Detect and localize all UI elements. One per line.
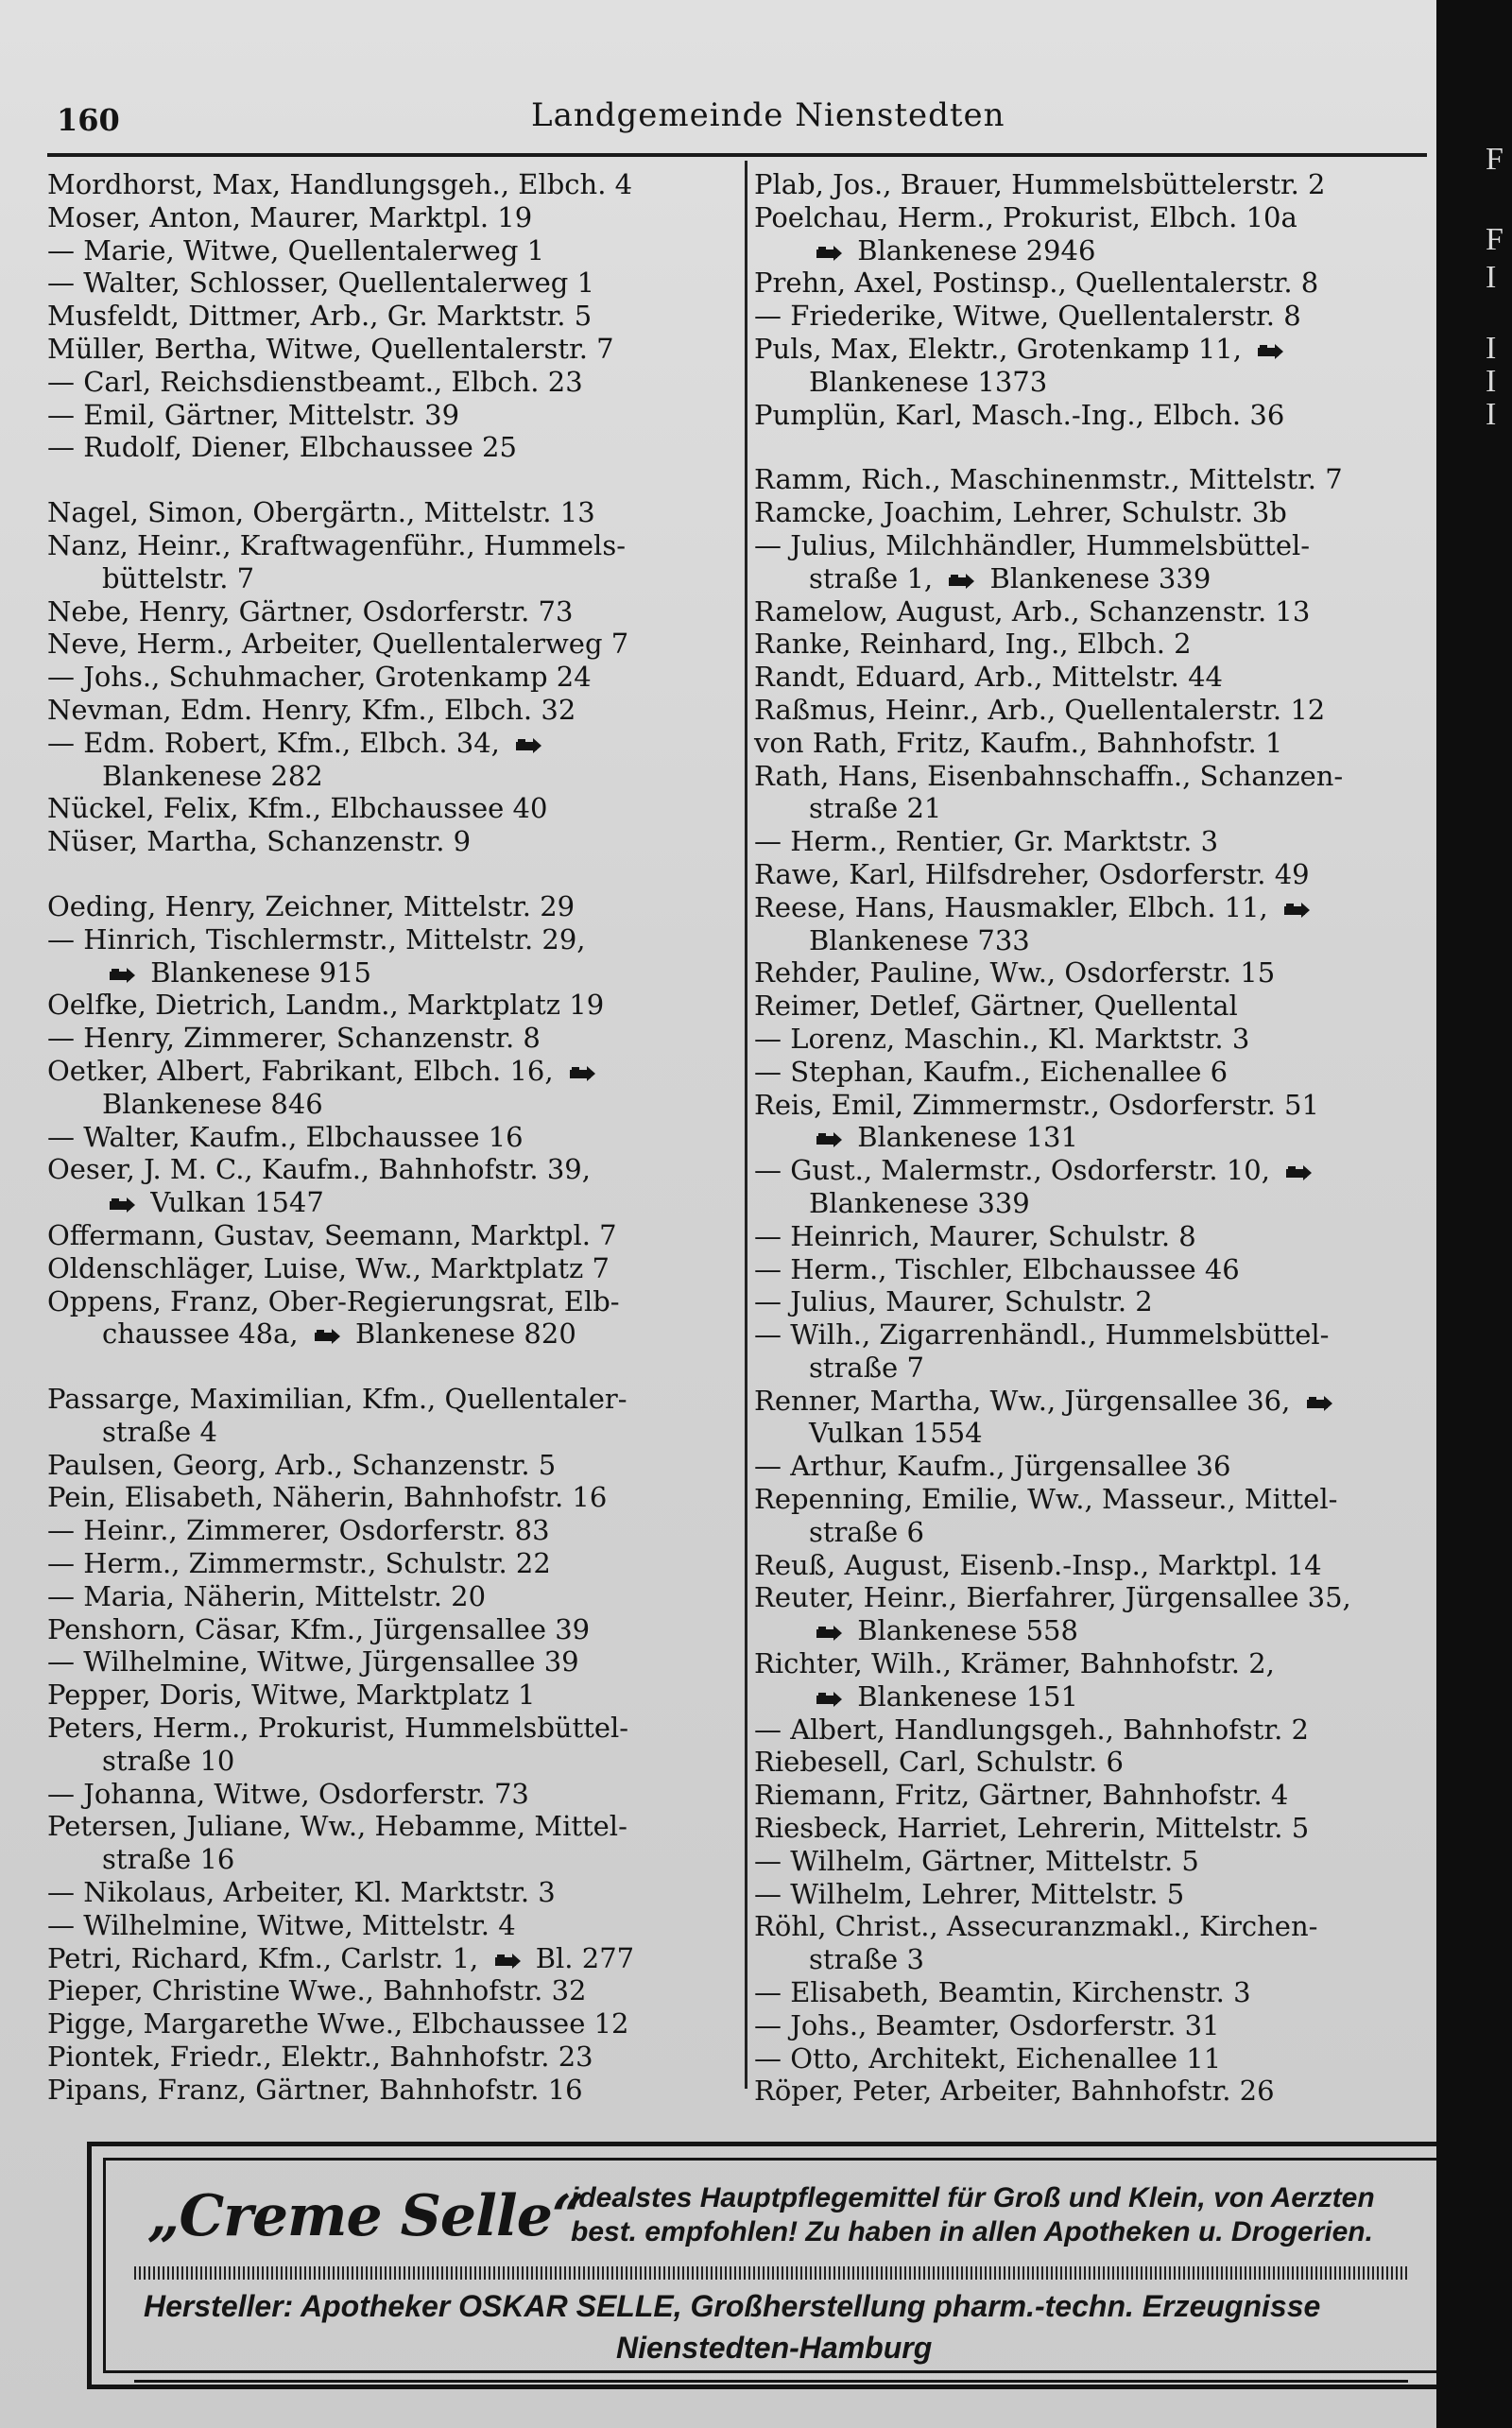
entry-line: Ranke, Reinhard, Ing., Elbch. 2 bbox=[754, 628, 1192, 661]
entry-line: Reis, Emil, Zimmermstr., Osdorferstr. 51 bbox=[754, 1088, 1319, 1121]
directory-entry bbox=[754, 1779, 1429, 1812]
directory-entry bbox=[754, 267, 1429, 300]
directory-entry bbox=[47, 2041, 726, 2074]
telephone-icon bbox=[815, 1682, 843, 1701]
ad-tagline-line-1: idealstes Hauptpflegemittel für Groß und Klein, von Aerzten bbox=[571, 2182, 1375, 2213]
directory-entry bbox=[47, 1285, 726, 1352]
directory-entry bbox=[47, 201, 726, 234]
directory-entry bbox=[47, 825, 726, 858]
next-page-bleed-letter: F bbox=[1486, 142, 1503, 177]
directory-entry bbox=[754, 661, 1429, 694]
running-head: Landgemeinde Nienstedten bbox=[531, 96, 1005, 134]
directory-entry bbox=[754, 760, 1429, 826]
directory-entry bbox=[754, 1385, 1429, 1451]
directory-entry bbox=[47, 1580, 726, 1613]
directory-entry bbox=[47, 792, 726, 825]
directory-entry bbox=[754, 1713, 1429, 1747]
directory-entry bbox=[754, 2042, 1429, 2075]
entry-line: — Nikolaus, Arbeiter, Kl. Marktstr. 3 bbox=[47, 1876, 556, 1909]
directory-entry bbox=[47, 1613, 726, 1646]
entry-line: — Elisabeth, Beamtin, Kirchenstr. 3 bbox=[754, 1976, 1251, 2009]
directory-entry bbox=[47, 1645, 726, 1679]
entry-line: Oppens, Franz, Ober-Regierungsrat, Elb- bbox=[47, 1284, 620, 1317]
entry-line: Riesbeck, Harriet, Lehrerin, Mittelstr. 5 bbox=[754, 1812, 1310, 1845]
entry-continuation-line: Blankenese 1373 bbox=[809, 365, 1048, 398]
directory-entry bbox=[754, 891, 1429, 957]
entry-line: Rath, Hans, Eisenbahnschaffn., Schanzen- bbox=[754, 759, 1344, 792]
entry-line: — Marie, Witwe, Quellentalerweg 1 bbox=[47, 233, 545, 267]
entry-line: — Friederike, Witwe, Quellentalerstr. 8 bbox=[754, 300, 1301, 333]
entry-line: — Wilhelmine, Witwe, Jürgensallee 39 bbox=[47, 1645, 579, 1679]
entry-line: Pein, Elisabeth, Näherin, Bahnhofstr. 16 bbox=[47, 1481, 608, 1514]
entry-line: — Walter, Schlosser, Quellentalerweg 1 bbox=[47, 267, 595, 300]
telephone-icon bbox=[1256, 335, 1284, 353]
next-page-edge bbox=[1436, 0, 1512, 2428]
directory-entry bbox=[754, 1812, 1429, 1845]
entry-continuation-line: straße 3 bbox=[809, 1943, 924, 1976]
directory-entry bbox=[47, 1219, 726, 1252]
entry-line: Nüser, Martha, Schanzenstr. 9 bbox=[47, 825, 472, 858]
next-page-bleed-letter: I bbox=[1486, 364, 1497, 399]
directory-entry bbox=[754, 1647, 1429, 1713]
entry-continuation-line: chaussee 48a, Blankenese 820 bbox=[102, 1317, 576, 1351]
entry-line: Poelchau, Herm., Prokurist, Elbch. 10a bbox=[754, 200, 1297, 233]
directory-entry bbox=[47, 366, 726, 399]
next-page-bleed-letter: I bbox=[1486, 260, 1497, 295]
directory-entry bbox=[754, 1976, 1429, 2009]
telephone-icon bbox=[493, 1944, 522, 1963]
telephone-icon bbox=[947, 564, 975, 583]
directory-entry bbox=[754, 1056, 1429, 1089]
entry-line: Neve, Herm., Arbeiter, Quellentalerweg 7 bbox=[47, 628, 629, 661]
directory-entry bbox=[47, 1547, 726, 1580]
directory-entry bbox=[754, 1089, 1429, 1155]
entry-continuation-line: straße 6 bbox=[809, 1515, 924, 1548]
directory-entry bbox=[47, 1679, 726, 1712]
page-header bbox=[49, 93, 1429, 140]
entry-line: Repenning, Emilie, Ww., Masseur., Mittel- bbox=[754, 1483, 1338, 1516]
directory-entry bbox=[754, 300, 1429, 333]
entry-line: — Carl, Reichsdienstbeamt., Elbch. 23 bbox=[47, 365, 583, 398]
entry-line: Ramm, Rich., Maschinenmstr., Mittelstr. 7 bbox=[754, 463, 1343, 496]
entry-line: Reese, Hans, Hausmakler, Elbch. 11, bbox=[754, 891, 1429, 924]
directory-entry bbox=[754, 2009, 1429, 2042]
entry-line: — Stephan, Kaufm., Eichenallee 6 bbox=[754, 1055, 1228, 1088]
telephone-icon bbox=[568, 1057, 596, 1076]
telephone-icon bbox=[313, 1319, 341, 1338]
entry-line: — Henry, Zimmerer, Schanzenstr. 8 bbox=[47, 1022, 541, 1055]
column-divider bbox=[745, 161, 747, 2089]
directory-entry bbox=[47, 2007, 726, 2041]
entry-line: Oelfke, Dietrich, Landm., Marktplatz 19 bbox=[47, 989, 605, 1022]
entry-continuation-line: Blankenese 339 bbox=[809, 1186, 1030, 1219]
entry-line: Piontek, Friedr., Elektr., Bahnhofstr. 23 bbox=[47, 2041, 593, 2074]
directory-entry bbox=[754, 168, 1429, 201]
entry-line: — Maria, Näherin, Mittelstr. 20 bbox=[47, 1579, 487, 1612]
telephone-icon bbox=[108, 958, 136, 977]
directory-entry bbox=[754, 628, 1429, 661]
entry-line: Nebe, Henry, Gärtner, Osdorferstr. 73 bbox=[47, 594, 574, 628]
entry-line: — Hinrich, Tischlermstr., Mittelstr. 29, bbox=[47, 922, 586, 956]
entry-line: Pepper, Doris, Witwe, Marktplatz 1 bbox=[47, 1679, 536, 1712]
entry-line: Paulsen, Georg, Arb., Schanzenstr. 5 bbox=[47, 1448, 557, 1481]
entry-continuation-line: Blankenese 915 bbox=[47, 956, 726, 990]
directory-entry bbox=[47, 1252, 726, 1285]
entry-continuation-line: büttelstr. 7 bbox=[102, 561, 255, 594]
entry-line: Ramcke, Joachim, Lehrer, Schulstr. 3b bbox=[754, 496, 1287, 529]
directory-entry bbox=[754, 1285, 1429, 1318]
entry-line: Passarge, Maximilian, Kfm., Quellentaler- bbox=[47, 1383, 627, 1416]
section-gap bbox=[47, 1351, 726, 1383]
next-page-bleed-letter: I bbox=[1486, 397, 1497, 432]
entry-line: — Otto, Architekt, Eichenallee 11 bbox=[754, 2041, 1222, 2075]
directory-entry bbox=[47, 1810, 726, 1876]
ad-tagline-line-2: best. empfohlen! Zu haben in allen Apotheken u. Drogerien. bbox=[571, 2216, 1373, 2247]
directory-entry bbox=[47, 1383, 726, 1449]
directory-entry bbox=[754, 333, 1429, 399]
directory-entry bbox=[754, 529, 1429, 595]
entry-continuation-line: Blankenese 558 bbox=[754, 1614, 1429, 1647]
directory-entry bbox=[754, 595, 1429, 629]
entry-line: — Edm. Robert, Kfm., Elbch. 34, bbox=[47, 727, 726, 760]
entry-line: Musfeldt, Dittmer, Arb., Gr. Marktstr. 5 bbox=[47, 300, 593, 333]
directory-entry bbox=[754, 727, 1429, 760]
entry-line: Pieper, Christine Wwe., Bahnhofstr. 32 bbox=[47, 1974, 587, 2007]
entry-line: — Arthur, Kaufm., Jürgensallee 36 bbox=[754, 1450, 1231, 1483]
entry-line: — Emil, Gärtner, Mittelstr. 39 bbox=[47, 398, 460, 431]
entry-line: Oldenschläger, Luise, Ww., Marktplatz 7 bbox=[47, 1251, 610, 1284]
entry-continuation-line: Vulkan 1554 bbox=[809, 1417, 983, 1450]
ad-tagline bbox=[571, 2181, 1375, 2249]
directory-entry bbox=[754, 496, 1429, 529]
directory-entry bbox=[47, 529, 726, 595]
entry-line: Reuß, August, Eisenb.-Insp., Marktpl. 14 bbox=[754, 1548, 1322, 1581]
entry-line: — Herm., Tischler, Elbchaussee 46 bbox=[754, 1252, 1240, 1285]
entry-line: Prehn, Axel, Postinsp., Quellentalerstr. 8 bbox=[754, 267, 1319, 300]
entry-line: — Walter, Kaufm., Elbchaussee 16 bbox=[47, 1120, 524, 1153]
entry-line: Puls, Max, Elektr., Grotenkamp 11, bbox=[754, 333, 1429, 366]
directory-entry bbox=[47, 333, 726, 366]
directory-entry bbox=[47, 661, 726, 694]
entry-line: Renner, Martha, Ww., Jürgensallee 36, bbox=[754, 1385, 1429, 1418]
directory-entry bbox=[754, 1483, 1429, 1549]
entry-line: Richter, Wilh., Krämer, Bahnhofstr. 2, bbox=[754, 1647, 1275, 1680]
entry-continuation-line: Blankenese 131 bbox=[754, 1121, 1429, 1154]
telephone-icon bbox=[815, 1123, 843, 1142]
entry-line: Raßmus, Heinr., Arb., Quellentalerstr. 12 bbox=[754, 693, 1326, 726]
directory-entry bbox=[47, 1876, 726, 1909]
entry-line: Plab, Jos., Brauer, Hummelsbüttelerstr. 2 bbox=[754, 168, 1326, 200]
entry-continuation-line: Vulkan 1547 bbox=[47, 1186, 726, 1219]
directory-entry bbox=[754, 1023, 1429, 1056]
directory-entry bbox=[47, 1121, 726, 1154]
entry-line: Nückel, Felix, Kfm., Elbchaussee 40 bbox=[47, 792, 548, 825]
directory-entry bbox=[47, 1942, 726, 1975]
entry-line: Petersen, Juliane, Ww., Hebamme, Mittel- bbox=[47, 1810, 627, 1843]
directory-entry bbox=[754, 1581, 1429, 1647]
entry-line: Moser, Anton, Maurer, Marktpl. 19 bbox=[47, 200, 533, 233]
entry-line: Rehder, Pauline, Ww., Osdorferstr. 15 bbox=[754, 956, 1276, 990]
entry-line: — Julius, Milchhändler, Hummelsbüttel- bbox=[754, 528, 1311, 561]
entry-line: von Rath, Fritz, Kaufm., Bahnhofstr. 1 bbox=[754, 726, 1283, 759]
entry-line: — Rudolf, Diener, Elbchaussee 25 bbox=[47, 431, 517, 464]
ad-hatched-band bbox=[134, 2266, 1408, 2280]
entry-continuation-line: straße 4 bbox=[102, 1415, 217, 1448]
directory-entry bbox=[47, 1909, 726, 1942]
directory-entry bbox=[754, 1878, 1429, 1911]
directory-entry bbox=[47, 496, 726, 529]
directory-entry bbox=[754, 1746, 1429, 1779]
entry-continuation-line: straße 21 bbox=[809, 792, 942, 825]
telephone-icon bbox=[514, 729, 542, 748]
next-page-bleed-letter: F bbox=[1486, 222, 1503, 257]
directory-entry bbox=[754, 1549, 1429, 1582]
directory-entry bbox=[47, 1974, 726, 2007]
entry-line: Rawe, Karl, Hilfsdreher, Osdorferstr. 49 bbox=[754, 857, 1310, 890]
directory-entry bbox=[754, 1220, 1429, 1253]
directory-entry bbox=[47, 989, 726, 1022]
ad-underline bbox=[134, 2380, 1408, 2383]
directory-entry bbox=[47, 1153, 726, 1219]
telephone-icon bbox=[1305, 1386, 1333, 1405]
directory-entry bbox=[47, 234, 726, 267]
directory-entry bbox=[47, 2074, 726, 2107]
entry-line: Pumplün, Karl, Masch.-Ing., Elbch. 36 bbox=[754, 398, 1285, 431]
directory-entry bbox=[47, 1481, 726, 1514]
entry-line: Oetker, Albert, Fabrikant, Elbch. 16, bbox=[47, 1055, 726, 1088]
entry-line: — Johs., Beamter, Osdorferstr. 31 bbox=[754, 2008, 1220, 2041]
section-gap bbox=[754, 431, 1429, 463]
entry-line: Reuter, Heinr., Bierfahrer, Jürgensallee 35, bbox=[754, 1581, 1351, 1614]
entry-line: Reimer, Detlef, Gärtner, Quellental bbox=[754, 990, 1238, 1023]
directory-entry bbox=[754, 1154, 1429, 1220]
entry-line: Peters, Herm., Prokurist, Hummelsbüttel- bbox=[47, 1712, 629, 1745]
entry-line: — Wilhelm, Lehrer, Mittelstr. 5 bbox=[754, 1877, 1185, 1910]
entry-line: Randt, Eduard, Arb., Mittelstr. 44 bbox=[754, 661, 1223, 694]
entry-line: — Julius, Maurer, Schulstr. 2 bbox=[754, 1285, 1153, 1318]
entry-line: — Herm., Rentier, Gr. Marktstr. 3 bbox=[754, 825, 1219, 858]
entry-line: — Wilh., Zigarrenhändl., Hummelsbüttel- bbox=[754, 1318, 1330, 1352]
directory-entry bbox=[47, 694, 726, 727]
entry-line: Offermann, Gustav, Seemann, Marktpl. 7 bbox=[47, 1218, 617, 1251]
directory-entry bbox=[754, 1318, 1429, 1385]
entry-line: Röhl, Christ., Assecuranzmakl., Kirchen- bbox=[754, 1910, 1318, 1943]
entry-line: Ramelow, August, Arb., Schanzenstr. 13 bbox=[754, 594, 1311, 628]
entry-line: Oeding, Henry, Zeichner, Mittelstr. 29 bbox=[47, 889, 576, 922]
directory-entry bbox=[47, 1449, 726, 1482]
directory-entry bbox=[754, 956, 1429, 990]
entry-line: — Heinrich, Maurer, Schulstr. 8 bbox=[754, 1219, 1196, 1252]
telephone-icon bbox=[815, 1616, 843, 1635]
directory-entry bbox=[47, 1514, 726, 1547]
telephone-icon bbox=[108, 1188, 136, 1207]
entry-continuation-line: Blankenese 282 bbox=[102, 759, 323, 792]
directory-entry bbox=[754, 2075, 1429, 2108]
entry-line: — Lorenz, Maschin., Kl. Marktstr. 3 bbox=[754, 1022, 1250, 1055]
entry-continuation-line: straße 10 bbox=[102, 1744, 235, 1777]
entry-line: Nagel, Simon, Obergärtn., Mittelstr. 13 bbox=[47, 496, 595, 529]
entry-line: Pipans, Franz, Gärtner, Bahnhofstr. 16 bbox=[47, 2073, 583, 2106]
ad-brand: „Creme Selle“ bbox=[147, 2183, 584, 2249]
directory-entry bbox=[754, 825, 1429, 858]
ad-address: Nienstedten-Hamburg bbox=[616, 2331, 933, 2365]
directory-entry bbox=[47, 1778, 726, 1811]
entry-line: — Heinr., Zimmerer, Osdorferstr. 83 bbox=[47, 1514, 550, 1547]
entry-line: Petri, Richard, Kfm., Carlstr. 1, Bl. 277 bbox=[47, 1941, 635, 1974]
entry-line: Pigge, Margarethe Wwe., Elbchaussee 12 bbox=[47, 2007, 629, 2041]
section-gap bbox=[47, 858, 726, 890]
entry-line: — Johanna, Witwe, Osdorferstr. 73 bbox=[47, 1777, 529, 1810]
entry-continuation-line: straße 7 bbox=[809, 1351, 924, 1384]
advertisement bbox=[87, 2142, 1455, 2389]
page-number: 160 bbox=[57, 102, 120, 138]
directory-entry bbox=[47, 1712, 726, 1778]
entry-line: — Albert, Handlungsgeh., Bahnhofstr. 2 bbox=[754, 1713, 1309, 1746]
directory-entry bbox=[47, 399, 726, 432]
directory-entry bbox=[754, 399, 1429, 432]
ad-maker: Hersteller: Apotheker OSKAR SELLE, Großherstellung pharm.-techn. Erzeugnisse bbox=[144, 2289, 1321, 2323]
entry-continuation-line: Blankenese 846 bbox=[102, 1087, 323, 1120]
directory-entry bbox=[47, 1022, 726, 1055]
directory-entry bbox=[754, 858, 1429, 891]
entry-line: — Wilhelm, Gärtner, Mittelstr. 5 bbox=[754, 1844, 1199, 1877]
directory-entry bbox=[754, 1910, 1429, 1976]
entry-line: — Herm., Zimmermstr., Schulstr. 22 bbox=[47, 1547, 551, 1580]
entry-line: Oeser, J. M. C., Kaufm., Bahnhofstr. 39, bbox=[47, 1153, 591, 1186]
entry-line: Müller, Bertha, Witwe, Quellentalerstr. 7 bbox=[47, 332, 614, 365]
entry-line: — Wilhelmine, Witwe, Mittelstr. 4 bbox=[47, 1908, 516, 1941]
entry-line: Nanz, Heinr., Kraftwagenführ., Hummels- bbox=[47, 528, 627, 561]
directory-entry bbox=[754, 1253, 1429, 1286]
entry-line: Nevman, Edm. Henry, Kfm., Elbch. 32 bbox=[47, 693, 576, 726]
directory-entry bbox=[47, 595, 726, 629]
directory-entry bbox=[47, 431, 726, 464]
directory-entry bbox=[47, 1055, 726, 1121]
entry-line: Riemann, Fritz, Gärtner, Bahnhofstr. 4 bbox=[754, 1779, 1289, 1812]
directory-entry bbox=[754, 694, 1429, 727]
entry-continuation-line: Blankenese 2946 bbox=[754, 234, 1429, 267]
directory-entry bbox=[754, 463, 1429, 496]
directory-entry bbox=[754, 990, 1429, 1023]
entry-continuation-line: Blankenese 151 bbox=[754, 1680, 1429, 1713]
telephone-icon bbox=[1282, 893, 1311, 912]
directory-entry bbox=[47, 300, 726, 333]
next-page-bleed-letter: I bbox=[1486, 331, 1497, 366]
directory-entry bbox=[47, 628, 726, 661]
entry-line: Mordhorst, Max, Handlungsgeh., Elbch. 4 bbox=[47, 168, 633, 200]
entry-continuation-line: straße 1, Blankenese 339 bbox=[809, 561, 1211, 594]
section-gap bbox=[47, 464, 726, 496]
entry-line: Riebesell, Carl, Schulstr. 6 bbox=[754, 1746, 1124, 1779]
right-column bbox=[754, 168, 1429, 2108]
directory-entry bbox=[47, 168, 726, 201]
directory-entry bbox=[754, 1845, 1429, 1878]
directory-entry bbox=[47, 267, 726, 300]
telephone-icon bbox=[1284, 1156, 1313, 1175]
advertisement-inner-frame bbox=[103, 2158, 1439, 2373]
directory-entry bbox=[47, 890, 726, 923]
left-column bbox=[47, 168, 726, 2107]
directory-entry bbox=[754, 201, 1429, 267]
entry-continuation-line: straße 16 bbox=[102, 1843, 235, 1876]
directory-entry bbox=[754, 1450, 1429, 1483]
entry-line: — Gust., Malermstr., Osdorferstr. 10, bbox=[754, 1154, 1429, 1187]
directory-entry bbox=[47, 923, 726, 990]
entry-line: Penshorn, Cäsar, Kfm., Jürgensallee 39 bbox=[47, 1612, 591, 1645]
entry-continuation-line: Blankenese 733 bbox=[809, 923, 1030, 956]
header-rule bbox=[47, 153, 1427, 157]
entry-line: — Johs., Schuhmacher, Grotenkamp 24 bbox=[47, 661, 592, 694]
entry-line: Röper, Peter, Arbeiter, Bahnhofstr. 26 bbox=[754, 2075, 1275, 2108]
telephone-icon bbox=[815, 236, 843, 255]
directory-entry bbox=[47, 727, 726, 793]
